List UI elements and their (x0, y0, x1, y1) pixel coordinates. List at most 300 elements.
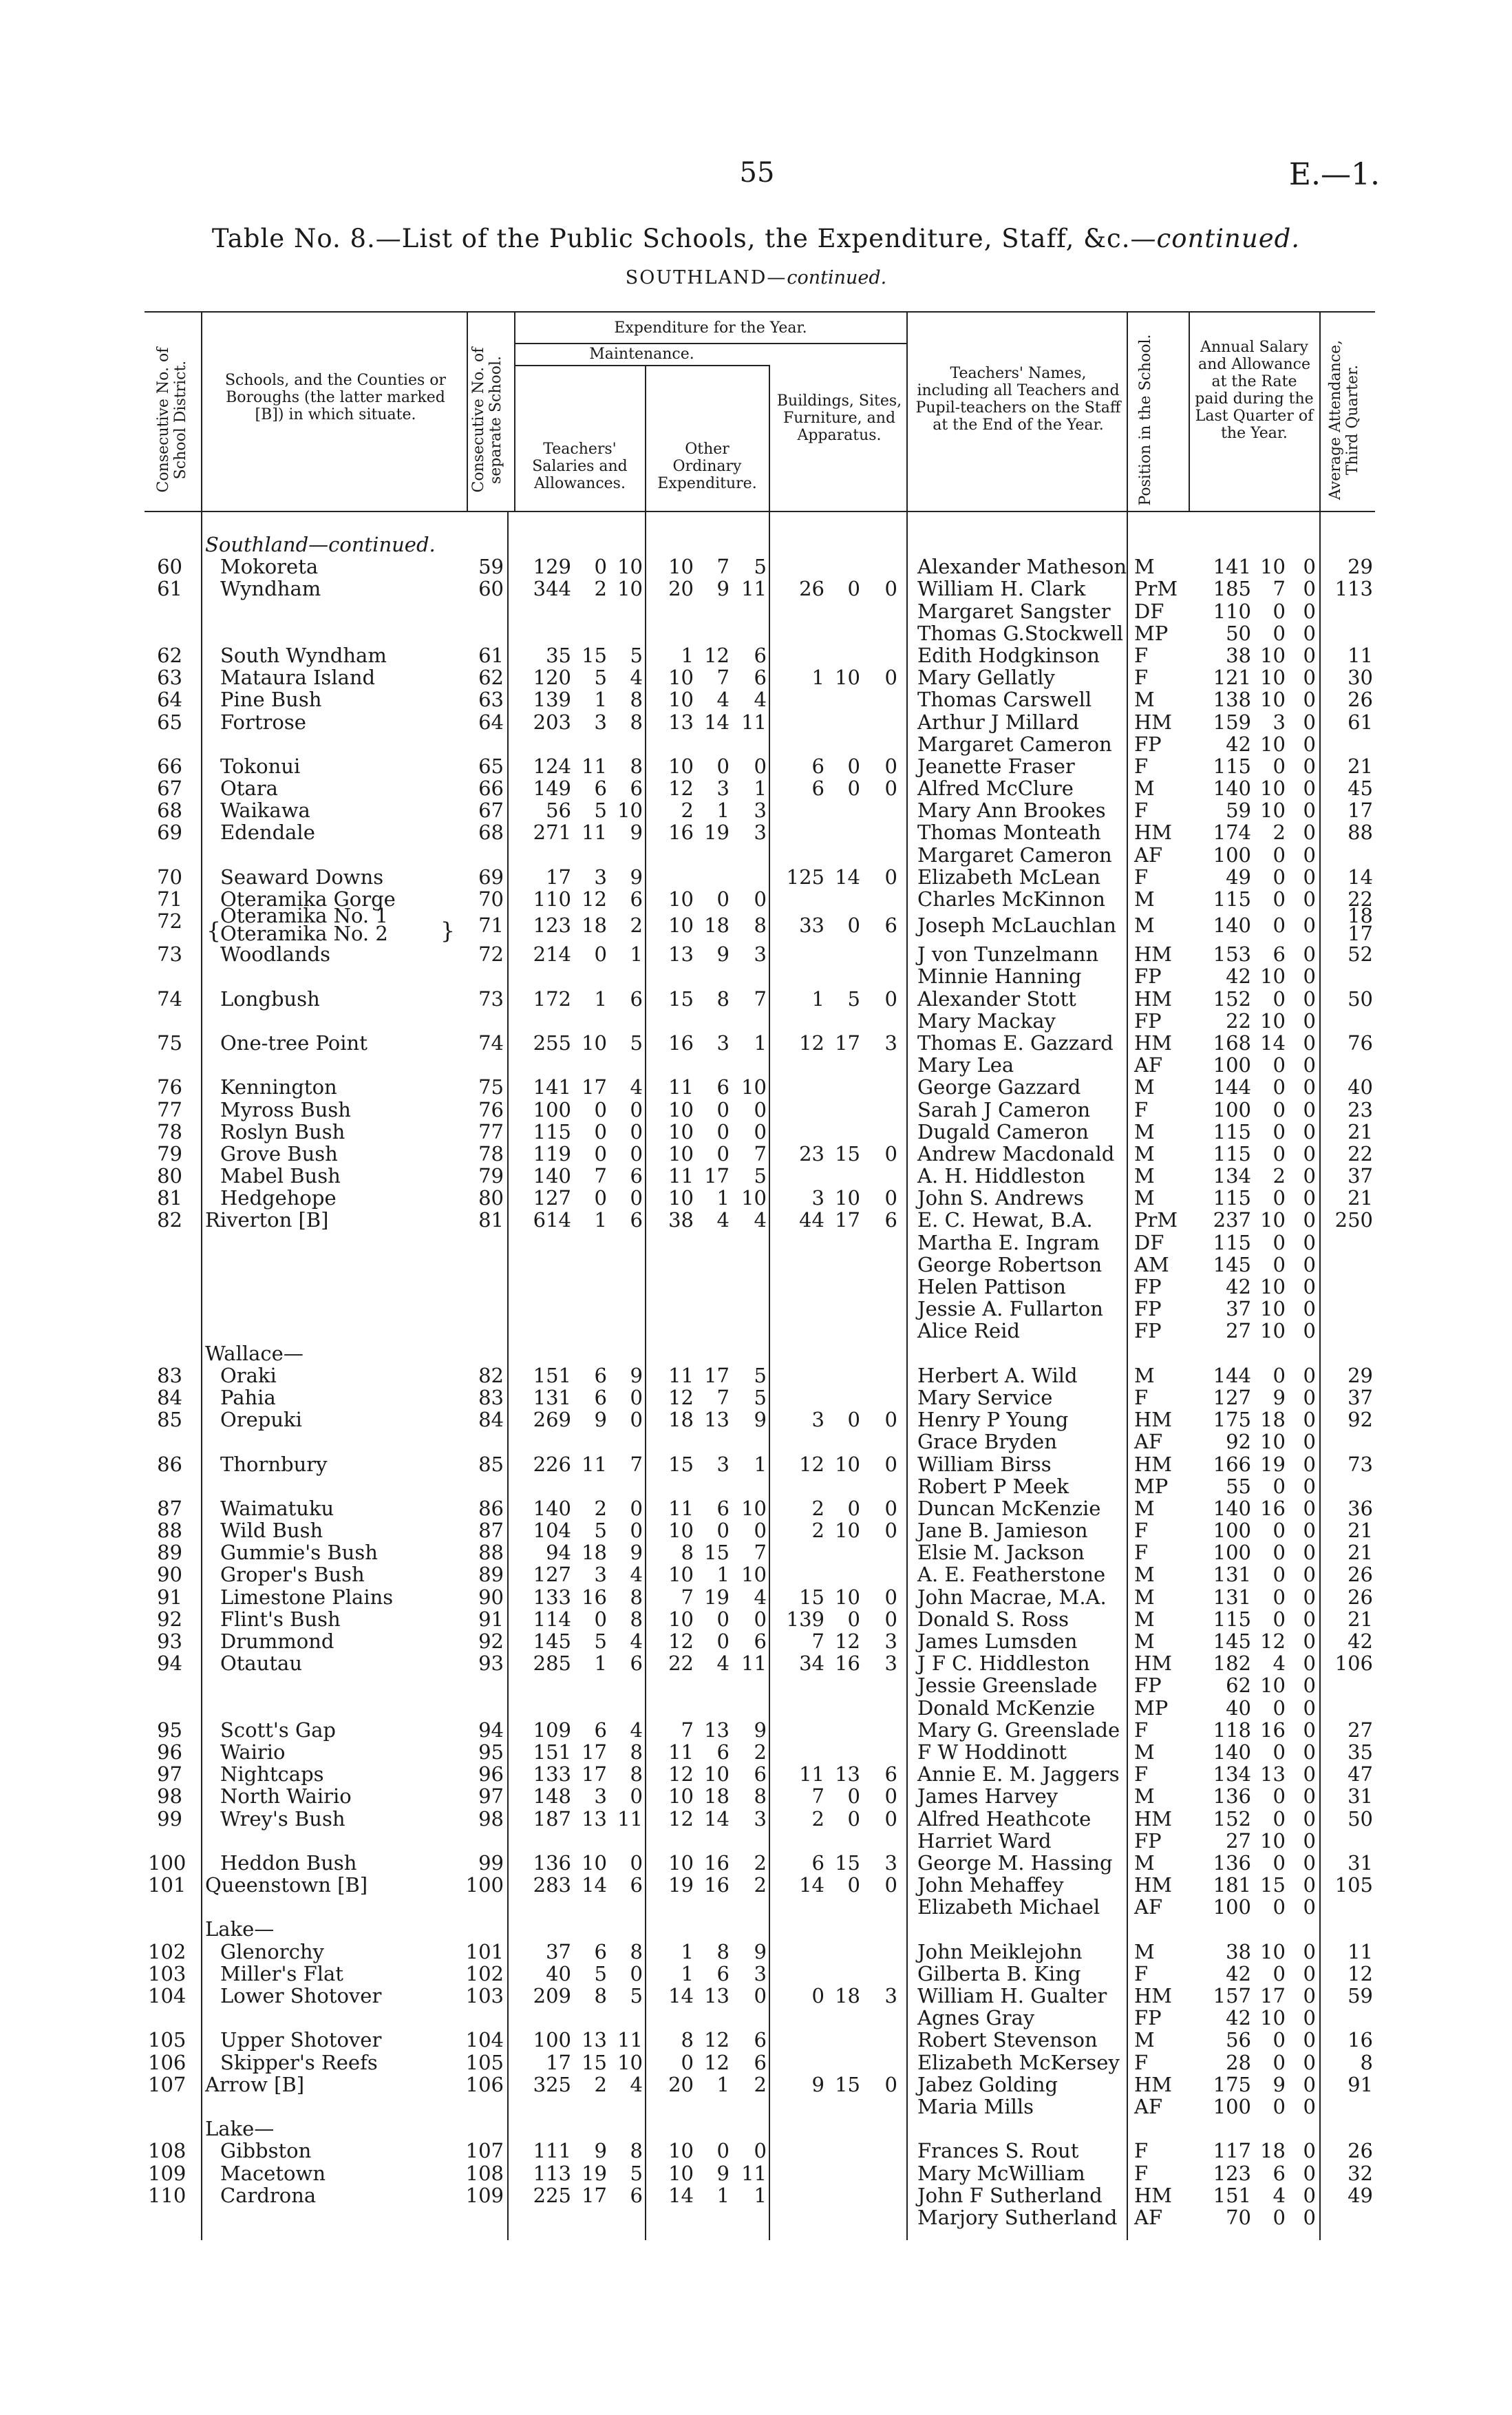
buildings-amount: 11 (799, 1762, 824, 1786)
teacher-name: Herbert A. Wild (917, 1363, 1078, 1387)
other-expenditure: 12 (668, 1806, 694, 1831)
other-expenditure: 8 (681, 1541, 694, 1565)
school-name: Macetown (220, 2161, 326, 2185)
annual-salary: 237 (1213, 1208, 1251, 1232)
annual-salary: 10 (1260, 2006, 1286, 2030)
annual-salary: 42 (1226, 1961, 1251, 1985)
annual-salary: 6 (1273, 2161, 1286, 2185)
table-row (0, 1342, 1512, 1364)
average-attendance: 37 (1348, 1385, 1373, 1409)
other-expenditure: 19 (668, 1873, 694, 1897)
school-number: 90 (478, 1585, 504, 1609)
district-number: 91 (157, 1585, 182, 1609)
position: F (1134, 1519, 1149, 1543)
position: FP (1134, 1828, 1162, 1853)
teacher-name: Joseph McLauchlan (917, 914, 1116, 938)
header-divider (1127, 311, 1128, 511)
district-number: 96 (157, 1740, 182, 1764)
table-row (0, 799, 1512, 821)
district-number: 69 (157, 821, 182, 845)
annual-salary: 0 (1303, 1297, 1316, 1321)
salary-amount: 1 (594, 1652, 607, 1676)
other-expenditure: 15 (668, 987, 694, 1011)
district-number: 81 (157, 1186, 182, 1210)
other-expenditure: 10 (668, 1141, 694, 1166)
salary-amount: 5 (630, 1984, 643, 2007)
salary-amount: 114 (533, 1607, 571, 1631)
other-expenditure: 0 (754, 1519, 767, 1543)
position: F (1134, 1762, 1149, 1786)
table-title-suffix: continued. (1156, 224, 1301, 253)
salary-amount: 136 (533, 1850, 571, 1875)
salary-amount: 6 (594, 1363, 607, 1387)
other-expenditure: 17 (704, 1164, 730, 1188)
other-expenditure: 1 (716, 799, 730, 823)
annual-salary: 0 (1303, 1474, 1316, 1498)
district-number: 83 (157, 1363, 182, 1387)
teacher-name: J von Tunzelmann (917, 942, 1099, 967)
other-expenditure: 10 (668, 1784, 694, 1808)
buildings-amount: 0 (884, 865, 897, 889)
buildings-amount: 3 (884, 1031, 897, 1055)
other-expenditure: 2 (754, 1850, 767, 1875)
annual-salary: 0 (1273, 1585, 1286, 1609)
position: HM (1134, 1452, 1172, 1476)
salary-amount: 17 (582, 1762, 607, 1786)
annual-salary: 0 (1303, 1097, 1316, 1121)
header-other-expenditure: Other Ordinary Expenditure. (657, 441, 757, 492)
table-row (0, 1298, 1512, 1320)
annual-salary: 0 (1303, 1806, 1316, 1831)
annual-salary: 10 (1260, 964, 1286, 989)
buildings-amount: 0 (884, 577, 897, 601)
other-expenditure: 3 (716, 777, 730, 801)
buildings-amount: 15 (835, 2072, 860, 2096)
annual-salary: 0 (1303, 1519, 1316, 1543)
other-expenditure: 17 (704, 1363, 730, 1387)
annual-salary: 17 (1260, 1984, 1286, 2007)
school-number: 68 (478, 821, 504, 845)
district-number: 102 (148, 1939, 187, 1963)
district-number: 105 (148, 2028, 187, 2052)
position: AF (1134, 1895, 1163, 1919)
annual-salary: 0 (1273, 1784, 1286, 1808)
header-annual-salary: Annual Salary and Allowance at the Rate paid during the Last Quarter of the Year. (1195, 339, 1314, 442)
buildings-amount: 0 (884, 1607, 897, 1631)
other-expenditure: 3 (754, 1961, 767, 1985)
table-row (0, 1497, 1512, 1519)
annual-salary: 0 (1273, 621, 1286, 645)
salary-amount: 1 (594, 987, 607, 1011)
salary-amount: 6 (594, 1718, 607, 1742)
table-row (0, 1409, 1512, 1431)
other-expenditure: 12 (704, 2028, 730, 2052)
salary-amount: 0 (630, 1186, 643, 1210)
header-teachers-salaries: Teachers' Salaries and Allowances. (532, 441, 628, 492)
annual-salary: 10 (1260, 1208, 1286, 1232)
annual-salary: 0 (1273, 2094, 1286, 2118)
other-expenditure: 7 (716, 555, 730, 579)
buildings-amount: 15 (799, 1585, 824, 1609)
salary-amount: 0 (594, 942, 607, 967)
header-bottom-rule (145, 511, 1375, 512)
school-name: Wrey's Bush (220, 1806, 345, 1831)
salary-amount: 4 (630, 1718, 643, 1742)
salary-amount: 2 (630, 914, 643, 938)
buildings-amount: 0 (847, 1873, 860, 1897)
position: DF (1134, 1230, 1164, 1254)
buildings-amount: 0 (811, 1984, 824, 2007)
annual-salary: 0 (1303, 1718, 1316, 1742)
table-row (0, 622, 1512, 644)
average-attendance: 26 (1348, 1563, 1373, 1587)
other-expenditure: 1 (681, 1939, 694, 1963)
average-attendance: 32 (1348, 2161, 1373, 2185)
salary-amount: 140 (533, 1164, 571, 1188)
district-number: 107 (148, 2072, 187, 2096)
annual-salary: 175 (1213, 2072, 1251, 2096)
other-expenditure: 15 (704, 1541, 730, 1565)
district-number: 68 (157, 799, 182, 823)
position: M (1134, 1496, 1155, 1520)
maintenance-rule (514, 365, 769, 366)
table-row (0, 1076, 1512, 1098)
other-expenditure: 4 (754, 1585, 767, 1609)
school-name: North Wairio (220, 1784, 352, 1808)
annual-salary: 0 (1273, 1186, 1286, 1210)
other-expenditure: 4 (716, 688, 730, 712)
other-expenditure: 9 (754, 1408, 767, 1432)
salary-amount: 4 (630, 1075, 643, 1099)
annual-salary: 131 (1213, 1563, 1251, 1587)
salary-amount: 8 (630, 1607, 643, 1631)
table-row (0, 1963, 1512, 1985)
district-number: 109 (148, 2161, 187, 2185)
buildings-amount: 6 (884, 914, 897, 938)
table-row (0, 1276, 1512, 1298)
salary-amount: 9 (630, 821, 643, 845)
buildings-amount: 0 (884, 754, 897, 778)
position: M (1134, 1607, 1155, 1631)
school-name: Tokonui (220, 754, 301, 778)
school-name: Miller's Flat (220, 1961, 343, 1985)
page-number: 55 (739, 157, 775, 189)
table-row (0, 1985, 1512, 2007)
position: M (1134, 1164, 1155, 1188)
other-expenditure: 10 (668, 1119, 694, 1143)
annual-salary: 10 (1260, 666, 1286, 690)
teacher-name: Donald McKenzie (917, 1696, 1096, 1720)
salary-amount: 11 (582, 821, 607, 845)
other-expenditure: 7 (681, 1585, 694, 1609)
annual-salary: 0 (1303, 2050, 1316, 2074)
annual-salary: 0 (1273, 1895, 1286, 1919)
salary-amount: 203 (533, 710, 571, 734)
annual-salary: 0 (1303, 666, 1316, 690)
average-attendance: 26 (1348, 2139, 1373, 2163)
header-attendance: Average Attendance, Third Quarter. (1327, 339, 1361, 500)
salary-amount: 14 (582, 1873, 607, 1897)
annual-salary: 4 (1273, 1652, 1286, 1676)
annual-salary: 0 (1303, 2006, 1316, 2030)
annual-salary: 10 (1260, 688, 1286, 712)
annual-salary: 185 (1213, 577, 1251, 601)
annual-salary: 115 (1213, 887, 1251, 911)
annual-salary: 0 (1303, 942, 1316, 967)
other-expenditure: 6 (716, 1961, 730, 1985)
buildings-amount: 0 (884, 1585, 897, 1609)
other-expenditure: 3 (716, 1031, 730, 1055)
buildings-amount: 0 (884, 1873, 897, 1897)
school-number: 105 (465, 2050, 504, 2074)
school-number: 70 (478, 887, 504, 911)
school-name: Groper's Bush (220, 1563, 365, 1587)
buildings-amount: 0 (847, 577, 860, 601)
salary-amount: 5 (594, 1519, 607, 1543)
average-attendance: 40 (1348, 1075, 1373, 1099)
teacher-name: Grace Bryden (917, 1430, 1057, 1454)
annual-salary: 12 (1260, 1630, 1286, 1653)
table-row (0, 2029, 1512, 2051)
salary-amount: 255 (533, 1031, 571, 1055)
annual-salary: 0 (1303, 2028, 1316, 2052)
salary-amount: 0 (594, 1097, 607, 1121)
district-number: 110 (148, 2183, 187, 2207)
salary-amount: 0 (630, 1141, 643, 1166)
annual-salary: 0 (1303, 1607, 1316, 1631)
average-attendance: 12 (1348, 1961, 1373, 1985)
teacher-name: Elizabeth McLean (917, 865, 1100, 889)
position: M (1134, 1740, 1155, 1764)
header-divider (645, 365, 646, 511)
annual-salary: 134 (1213, 1164, 1251, 1188)
salary-amount: 214 (533, 942, 571, 967)
salary-amount: 0 (630, 1385, 643, 1409)
annual-salary: 181 (1213, 1873, 1251, 1897)
other-expenditure: 18 (668, 1408, 694, 1432)
other-expenditure: 6 (716, 1740, 730, 1764)
teacher-name: John Macrae, M.A. (917, 1585, 1107, 1609)
school-number: 108 (465, 2161, 504, 2185)
other-expenditure: 11 (741, 577, 767, 601)
other-expenditure: 1 (716, 1186, 730, 1210)
table-subtitle-suffix: continued. (787, 267, 887, 288)
district-number: 87 (157, 1496, 182, 1520)
annual-salary: 0 (1303, 843, 1316, 867)
annual-salary: 0 (1273, 1563, 1286, 1587)
other-expenditure: 19 (704, 1585, 730, 1609)
buildings-amount: 0 (884, 666, 897, 690)
header-divider (514, 311, 515, 511)
annual-salary: 49 (1226, 865, 1251, 889)
salary-amount: 13 (582, 1806, 607, 1831)
school-name: Otautau (220, 1652, 303, 1676)
header-schools: Schools, and the Counties or Boroughs (the latter marked [B]) in which situate. (224, 372, 447, 423)
average-attendance: 105 (1334, 1873, 1373, 1897)
table-row (0, 2162, 1512, 2184)
annual-salary: 138 (1213, 688, 1251, 712)
average-attendance: 88 (1348, 821, 1373, 845)
salary-amount: 151 (533, 1363, 571, 1387)
salary-amount: 8 (630, 1939, 643, 1963)
header-expenditure: Expenditure for the Year. (614, 319, 807, 337)
other-expenditure: 1 (681, 643, 694, 667)
header-district-no: Consecutive No. of School District. (155, 347, 189, 493)
salary-amount: 10 (617, 2050, 643, 2074)
annual-salary: 0 (1303, 1850, 1316, 1875)
buildings-amount: 9 (811, 2072, 824, 2096)
table-row (0, 1852, 1512, 1874)
buildings-amount: 12 (799, 1031, 824, 1055)
annual-salary: 115 (1213, 1119, 1251, 1143)
other-expenditure: 12 (704, 643, 730, 667)
salary-amount: 56 (546, 799, 571, 823)
salary-amount: 6 (594, 1385, 607, 1409)
other-expenditure: 11 (668, 1740, 694, 1764)
annual-salary: 6 (1273, 942, 1286, 967)
annual-salary: 70 (1226, 2205, 1251, 2229)
annual-salary: 0 (1273, 1519, 1286, 1543)
buildings-amount: 0 (847, 777, 860, 801)
buildings-amount: 33 (799, 914, 824, 938)
annual-salary: 42 (1226, 964, 1251, 989)
teacher-name: Maria Mills (917, 2094, 1034, 2118)
salary-amount: 0 (594, 1186, 607, 1210)
other-expenditure: 5 (754, 555, 767, 579)
other-expenditure: 2 (754, 1740, 767, 1764)
school-number: 95 (478, 1740, 504, 1764)
district-number: 94 (157, 1652, 182, 1676)
school-number: 69 (478, 865, 504, 889)
other-expenditure: 4 (716, 1652, 730, 1676)
annual-salary: 15 (1260, 1873, 1286, 1897)
other-expenditure: 0 (716, 887, 730, 911)
salary-amount: 8 (630, 710, 643, 734)
buildings-amount: 10 (835, 666, 860, 690)
teacher-name: Robert P Meek (917, 1474, 1069, 1498)
school-number: 103 (465, 1984, 504, 2007)
teacher-name: Thomas Monteath (917, 821, 1101, 845)
other-expenditure: 7 (716, 666, 730, 690)
school-name: Nightcaps (220, 1762, 324, 1786)
salary-amount: 5 (630, 2161, 643, 2185)
buildings-amount: 0 (847, 754, 860, 778)
annual-salary: 0 (1303, 1762, 1316, 1786)
other-expenditure: 10 (741, 1186, 767, 1210)
school-name: Roslyn Bush (220, 1119, 345, 1143)
other-expenditure: 15 (668, 1452, 694, 1476)
salary-amount: 6 (630, 1873, 643, 1897)
annual-salary: 0 (1273, 987, 1286, 1011)
salary-amount: 35 (546, 643, 571, 667)
school-name: Longbush (220, 987, 320, 1011)
district-number: 74 (157, 987, 182, 1011)
salary-amount: 5 (630, 1031, 643, 1055)
table-row (0, 1918, 1512, 1940)
annual-salary: 0 (1303, 1652, 1316, 1676)
teacher-name: Charles McKinnon (917, 887, 1105, 911)
teacher-name: Arthur J Millard (917, 710, 1079, 734)
annual-salary: 0 (1303, 777, 1316, 801)
other-expenditure: 7 (681, 1718, 694, 1742)
table-row (0, 777, 1512, 799)
other-expenditure: 16 (704, 1850, 730, 1875)
school-name: Wild Bush (220, 1519, 323, 1543)
average-attendance: 91 (1348, 2072, 1373, 2096)
annual-salary: 0 (1273, 1141, 1286, 1166)
teacher-name: Margaret Cameron (917, 732, 1112, 756)
annual-salary: 59 (1226, 799, 1251, 823)
annual-salary: 0 (1303, 1385, 1316, 1409)
salary-amount: 37 (546, 1939, 571, 1963)
buildings-amount: 7 (811, 1784, 824, 1808)
salary-amount: 40 (546, 1961, 571, 1985)
district-number: 76 (157, 1075, 182, 1099)
annual-salary: 100 (1213, 1519, 1251, 1543)
buildings-amount: 14 (835, 865, 860, 889)
school-name: Mokoreta (220, 555, 319, 579)
school-name: Myross Bush (220, 1097, 351, 1121)
annual-salary: 0 (1303, 643, 1316, 667)
school-number: 92 (478, 1630, 504, 1653)
average-attendance: 8 (1360, 2050, 1373, 2074)
other-expenditure: 11 (668, 1075, 694, 1099)
district-number: 73 (157, 942, 182, 967)
teacher-name: Thomas G.Stockwell (917, 621, 1124, 645)
position: AF (1134, 843, 1163, 867)
annual-salary: 100 (1213, 1541, 1251, 1565)
position: F (1134, 865, 1149, 889)
buildings-amount: 6 (811, 1850, 824, 1875)
average-attendance: 31 (1348, 1850, 1373, 1875)
position: AF (1134, 2205, 1163, 2229)
annual-salary: 0 (1303, 577, 1316, 601)
other-expenditure: 13 (668, 710, 694, 734)
school-name: Queenstown [B] (205, 1873, 368, 1897)
teacher-name: William H. Clark (917, 577, 1086, 601)
other-expenditure: 10 (668, 2161, 694, 2185)
annual-salary: 10 (1260, 732, 1286, 756)
other-expenditure: 13 (704, 1408, 730, 1432)
district-number: 103 (148, 1961, 187, 1985)
salary-amount: 133 (533, 1762, 571, 1786)
position: F (1134, 2050, 1149, 2074)
teacher-name: Mary Ann Brookes (917, 799, 1106, 823)
salary-amount: 17 (582, 1740, 607, 1764)
buildings-amount: 3 (884, 1850, 897, 1875)
salary-amount: 110 (533, 887, 571, 911)
annual-salary: 0 (1273, 1740, 1286, 1764)
annual-salary: 0 (1303, 2205, 1316, 2229)
annual-salary: 0 (1303, 1053, 1316, 1077)
school-name: Hedgehope (220, 1186, 337, 1210)
salary-amount: 6 (630, 2183, 643, 2207)
average-attendance: 14 (1348, 865, 1373, 889)
buildings-amount: 5 (847, 987, 860, 1011)
table-row (0, 1896, 1512, 1918)
annual-salary: 0 (1303, 599, 1316, 623)
annual-salary: 9 (1273, 2072, 1286, 2096)
school-name: Scott's Gap (220, 1718, 336, 1742)
annual-salary: 136 (1213, 1850, 1251, 1875)
annual-salary: 2 (1273, 1164, 1286, 1188)
other-expenditure: 20 (668, 2072, 694, 2096)
annual-salary: 16 (1260, 1496, 1286, 1520)
average-attendance: 50 (1348, 987, 1373, 1011)
salary-amount: 8 (630, 1585, 643, 1609)
annual-salary: 0 (1273, 1119, 1286, 1143)
teacher-name: John F Sutherland (917, 2183, 1103, 2207)
